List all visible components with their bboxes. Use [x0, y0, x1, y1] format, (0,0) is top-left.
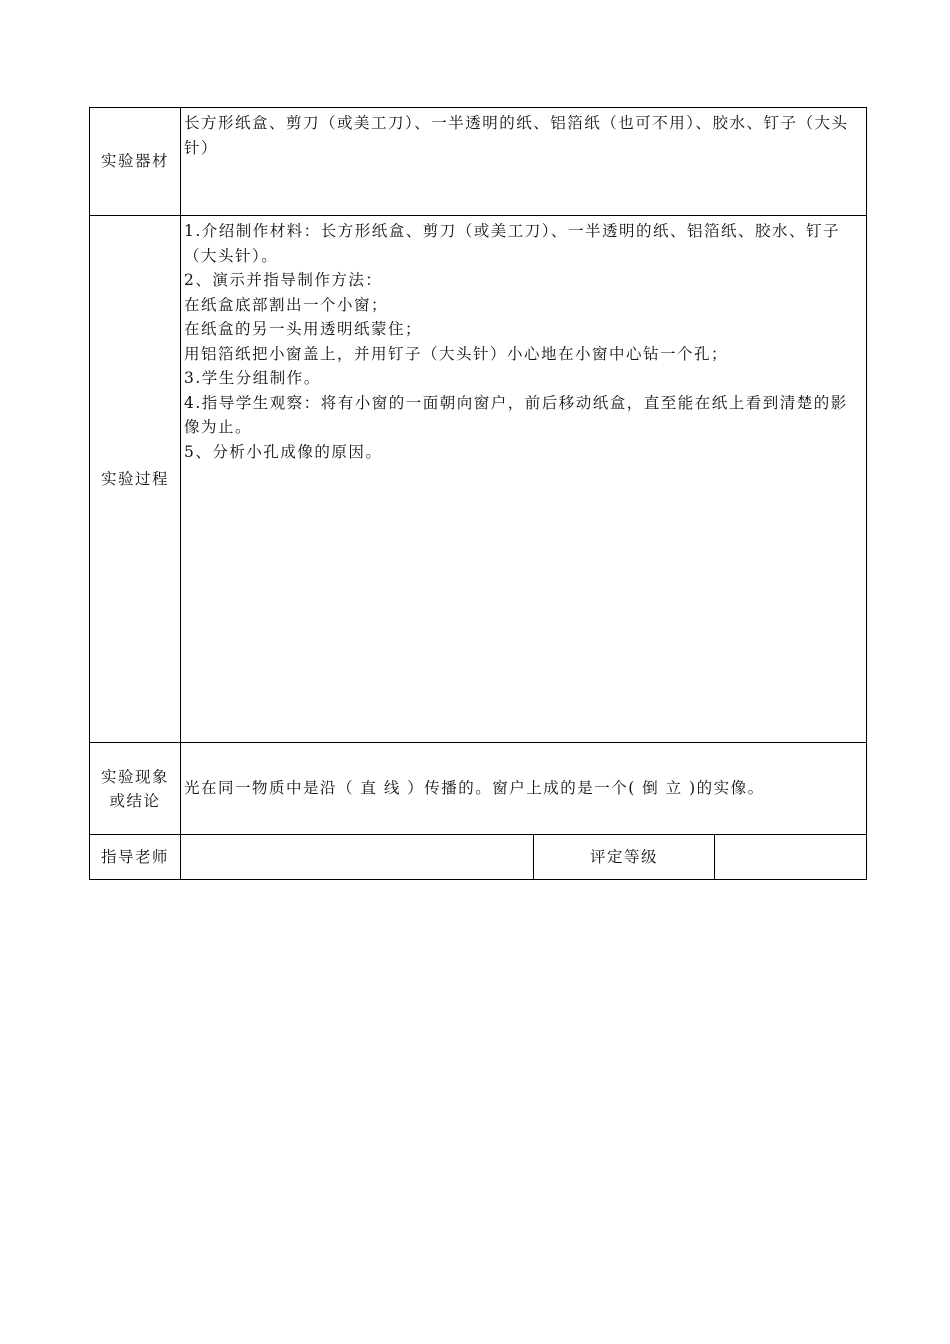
materials-row: [90, 108, 867, 216]
materials-text: 长方形纸盒、剪刀（或美工刀）、一半透明的纸、铝箔纸（也可不用）、胶水、钉子（大头针）: [184, 114, 849, 157]
process-step-2: 2、演示并指导制作方法：: [184, 271, 383, 289]
grade-value: [715, 835, 867, 880]
footer-row: [90, 835, 867, 880]
process-step-4: 4.指导学生观察：将有小窗的一面朝向窗户，前后移动纸盒，直至能在纸上看到清楚的影像为止。: [184, 393, 848, 436]
experiment-table: [89, 107, 867, 880]
process-cell: [181, 216, 867, 743]
process-step-1: 1.介绍制作材料：长方形纸盒、剪刀（或美工刀）、一半透明的纸、铝箔纸、胶水、钉子（大头针）。: [184, 222, 841, 265]
phenomenon-label-line2: 或结论: [109, 791, 161, 810]
grade-label: 评定等级: [534, 835, 715, 880]
experiment-form: [89, 107, 866, 880]
materials-label: 实验器材: [90, 108, 181, 216]
phenomenon-text: 光在同一物质中是沿（ 直 线 ）传播的。窗户上成的是一个( 倒 立 )的实像。: [184, 779, 765, 798]
process-label: 实验过程: [90, 216, 181, 743]
process-step-3: 3.学生分组制作。: [184, 369, 321, 387]
teacher-value: [181, 835, 534, 880]
phenomenon-row: [90, 743, 867, 835]
process-row: [90, 216, 867, 743]
phenomenon-label-line1: 实验现象: [100, 767, 169, 786]
process-step-5: 5、分析小孔成像的原因。: [184, 442, 383, 461]
phenomenon-cell: [181, 743, 867, 835]
materials-cell: [181, 108, 867, 216]
teacher-label: 指导老师: [90, 835, 181, 880]
process-substep-foil-hole: 用铝箔纸把小窗盖上，并用钉子（大头针）小心地在小窗中心钻一个孔；: [184, 344, 729, 363]
process-substep-cover-paper: 在纸盒的另一头用透明纸蒙住；: [184, 320, 423, 338]
phenomenon-label: [90, 743, 181, 835]
process-substep-cut-window: 在纸盒底部割出一个小窗；: [184, 295, 389, 314]
